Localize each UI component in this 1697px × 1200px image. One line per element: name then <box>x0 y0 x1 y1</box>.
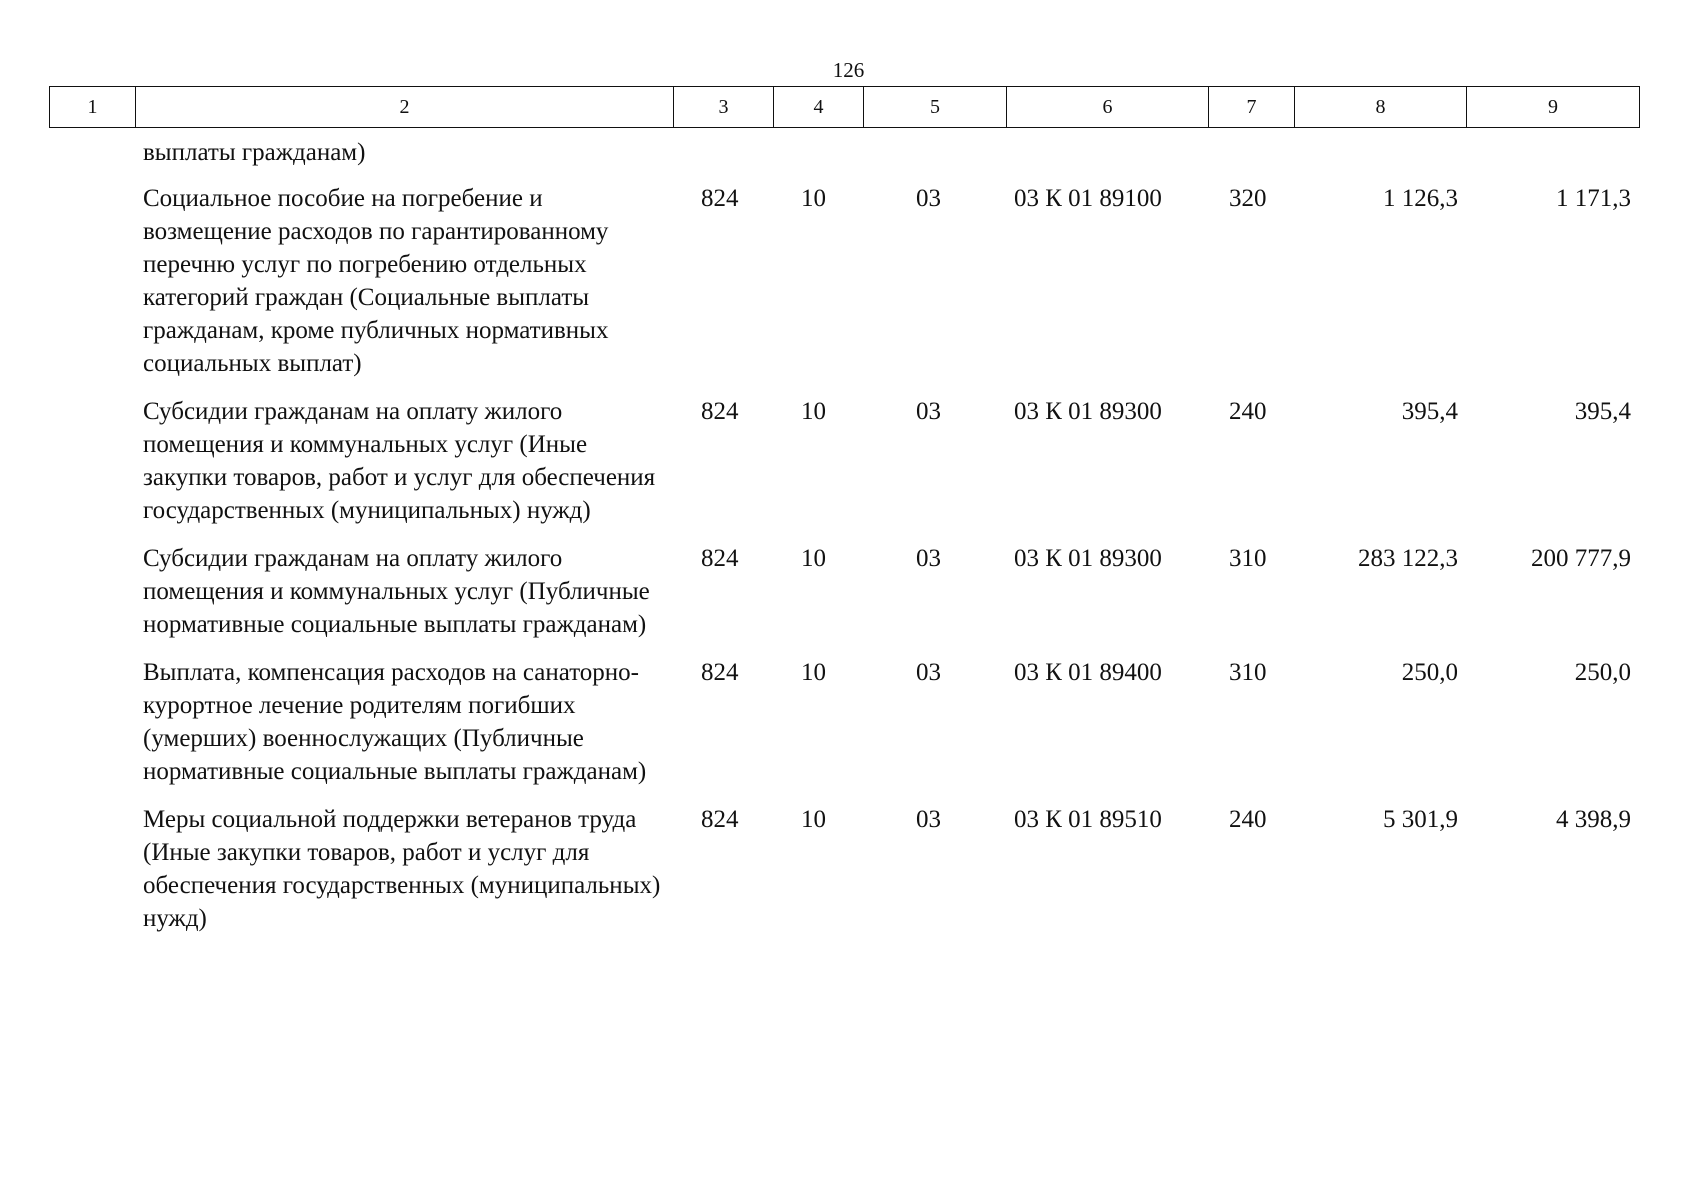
amount-col9: 1 171,3 <box>1556 185 1631 212</box>
section-code: 10 <box>801 806 826 833</box>
header-cell: 6 <box>1007 87 1209 128</box>
row-description: Социальное пособие на погребение и возмещение расходов по гарантированному перечню услуг по погребению отдельных категорий граждан (Социальные выплаты гражданам, кроме публичных нормативных социальных выплат) <box>143 185 609 377</box>
subsection-code: 03 <box>916 659 941 686</box>
header-cell: 8 <box>1295 87 1467 128</box>
page-number: 126 <box>832 58 865 82</box>
amount-col8: 5 301,9 <box>1383 806 1458 833</box>
subsection-code: 03 <box>916 185 941 212</box>
target-article: 03 К 01 89300 <box>1014 545 1162 572</box>
amount-col8: 250,0 <box>1401 659 1458 686</box>
column-number-header <box>49 86 1640 128</box>
subsection-code: 03 <box>916 545 941 572</box>
header-cell: 5 <box>864 87 1007 128</box>
amount-col8: 395,4 <box>1401 398 1458 425</box>
amount-col8: 283 122,3 <box>1358 545 1458 572</box>
expense-type: 240 <box>1229 398 1267 425</box>
target-article: 03 К 01 89300 <box>1014 398 1162 425</box>
target-article: 03 К 01 89100 <box>1014 185 1162 212</box>
row-description: Субсидии гражданам на оплату жилого помещения и коммунальных услуг (Иные закупки товаров, работ и услуг для обеспечения государственных (муниципальных) нужд) <box>143 398 656 524</box>
subsection-code: 03 <box>916 806 941 833</box>
table-row <box>49 182 1639 395</box>
amount-col8: 1 126,3 <box>1383 185 1458 212</box>
expense-type: 320 <box>1229 185 1267 212</box>
header-cell: 3 <box>674 87 774 128</box>
section-code: 10 <box>801 659 826 686</box>
section-code: 10 <box>801 398 826 425</box>
header-cell: 7 <box>1209 87 1295 128</box>
budget-table <box>49 136 1639 950</box>
header-cell: 4 <box>774 87 864 128</box>
expense-type: 240 <box>1229 806 1267 833</box>
subsection-code: 03 <box>916 398 941 425</box>
target-article: 03 К 01 89510 <box>1014 806 1162 833</box>
row-description: Меры социальной поддержки ветеранов труда (Иные закупки товаров, работ и услуг для обеспечения государственных (муниципальных) нужд) <box>143 806 661 932</box>
ministry-code: 824 <box>701 398 739 425</box>
row-description: Выплата, компенсация расходов на санаторно-курортное лечение родителям погибших (умерших) военнослужащих (Публичные нормативные социальные выплаты гражданам) <box>143 659 647 785</box>
section-code: 10 <box>801 185 826 212</box>
row-description: Субсидии гражданам на оплату жилого помещения и коммунальных услуг (Публичные нормативные социальные выплаты гражданам) <box>143 545 650 638</box>
header-cell: 1 <box>50 87 136 128</box>
amount-col9: 200 777,9 <box>1531 545 1631 572</box>
table-row <box>49 803 1639 950</box>
expense-type: 310 <box>1229 659 1267 686</box>
amount-col9: 395,4 <box>1574 398 1631 425</box>
target-article: 03 К 01 89400 <box>1014 659 1162 686</box>
ministry-code: 824 <box>701 659 739 686</box>
ministry-code: 824 <box>701 185 739 212</box>
expense-type: 310 <box>1229 545 1267 572</box>
section-code: 10 <box>801 545 826 572</box>
amount-col9: 4 398,9 <box>1556 806 1631 833</box>
continuation-row <box>49 136 1639 182</box>
table-row <box>49 542 1639 656</box>
ministry-code: 824 <box>701 806 739 833</box>
table-row <box>49 395 1639 542</box>
header-cell: 9 <box>1467 87 1640 128</box>
header-cell: 2 <box>136 87 674 128</box>
table-row <box>49 656 1639 803</box>
ministry-code: 824 <box>701 545 739 572</box>
amount-col9: 250,0 <box>1574 659 1631 686</box>
continuation-text: выплаты гражданам) <box>143 139 366 166</box>
header-row <box>50 87 1640 128</box>
